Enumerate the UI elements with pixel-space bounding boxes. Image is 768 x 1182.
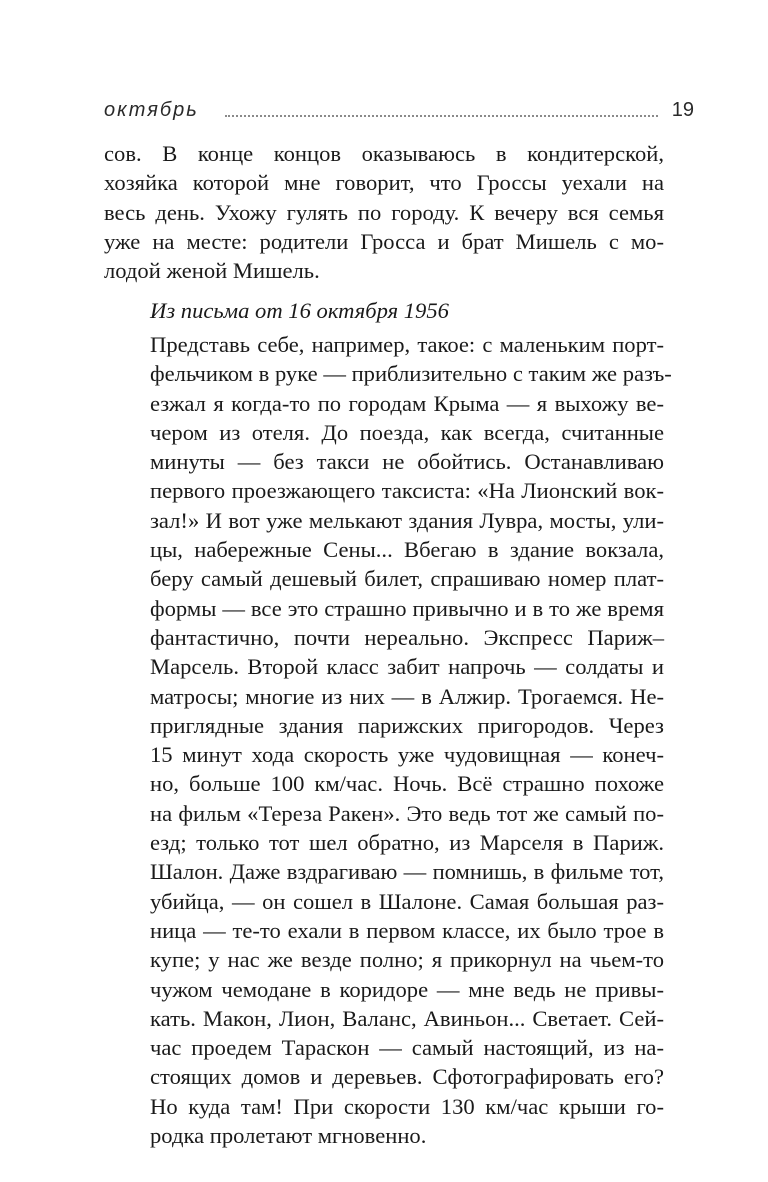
text-line: Шалон. Даже вздрагиваю — помнишь, в фильме тот, bbox=[150, 859, 664, 885]
text-line: фантастично, почти нереально. Экспресс Париж– bbox=[150, 624, 664, 650]
text-line: фельчиком в руке — приблизительно с таким же разъ- bbox=[150, 361, 672, 387]
text-line: час проедем Тараскон — самый настоящий, из на- bbox=[150, 1035, 664, 1061]
text-line: чером из отеля. До поезда, как всегда, считанные bbox=[150, 419, 664, 445]
text-line: приглядные здания парижских пригородов. Через bbox=[150, 712, 664, 738]
letter-heading: Из письма от 16 октября 1956 bbox=[150, 298, 449, 323]
section-title: октябрь bbox=[104, 99, 199, 121]
text-line: езд; только тот шел обратно, из Марселя в Париж. bbox=[150, 830, 664, 856]
text-line: первого проезжающего таксиста: «На Лионский вок- bbox=[150, 478, 664, 504]
text-line: но, больше 100 км/час. Ночь. Всё страшно похоже bbox=[150, 771, 664, 797]
text-line: Марсель. Второй класс забит напрочь — солдаты и bbox=[150, 654, 664, 680]
text-line: езжал я когда-то по городам Крыма — я выхожу ве- bbox=[150, 390, 664, 416]
text-line: матросы; многие из них — в Алжир. Трогаемся. Не- bbox=[150, 683, 664, 709]
text-line: хозяйка которой мне говорит, что Гроссы уехали на bbox=[104, 170, 664, 196]
running-header bbox=[104, 90, 694, 120]
text-line: на фильм «Тереза Ракен». Это ведь тот же самый по- bbox=[150, 800, 664, 826]
text-line: убийца, — он сошел в Шалоне. Самая большая раз- bbox=[150, 888, 664, 914]
text-line: чужом чемодане в коридоре — мне ведь не привы- bbox=[150, 976, 664, 1002]
text-line: 15 минут хода скорость уже чудовищная — конеч- bbox=[150, 742, 664, 768]
text-line: цы, набережные Сены... Вбегаю в здание вокзала, bbox=[150, 537, 664, 563]
text-line: Но куда там! При скорости 130 км/час крыши го- bbox=[150, 1093, 664, 1119]
text-line: лодой женой Мишель. bbox=[104, 258, 320, 284]
text-line: сов. В конце концов оказываюсь в кондитерской, bbox=[104, 141, 664, 166]
text-line: беру самый дешевый билет, спрашиваю номер плат- bbox=[150, 566, 664, 592]
text-line: зал!» И вот уже мелькают здания Лувра, мосты, ули- bbox=[150, 507, 664, 533]
text-line: уже на месте: родители Гросса и брат Мишель с мо- bbox=[104, 228, 664, 254]
header-dotted-leader bbox=[225, 115, 658, 117]
text-line: стоящих домов и деревьев. Сфотографировать его? bbox=[150, 1064, 664, 1090]
text-line: минуты — без такси не обойтись. Останавливаю bbox=[150, 449, 664, 475]
text-line: весь день. Ухожу гулять по городу. К вечеру вся семья bbox=[104, 199, 664, 225]
text-line: родка пролетают мгновенно. bbox=[150, 1123, 427, 1149]
text-line: кать. Макон, Лион, Валанс, Авиньон... Светает. Сей- bbox=[150, 1005, 664, 1031]
text-line: Представь себе, например, такое: с маленьким порт- bbox=[150, 332, 664, 357]
page-number: 19 bbox=[671, 99, 694, 121]
text-line: формы — все это страшно привычно и в то же время bbox=[150, 595, 664, 621]
text-line: ница — те-то ехали в первом классе, их было трое в bbox=[150, 917, 664, 943]
main-paragraph bbox=[104, 139, 664, 285]
letter-body bbox=[150, 330, 672, 1150]
text-line: купе; у нас же везде полно; я прикорнул на чьем-то bbox=[150, 947, 664, 973]
